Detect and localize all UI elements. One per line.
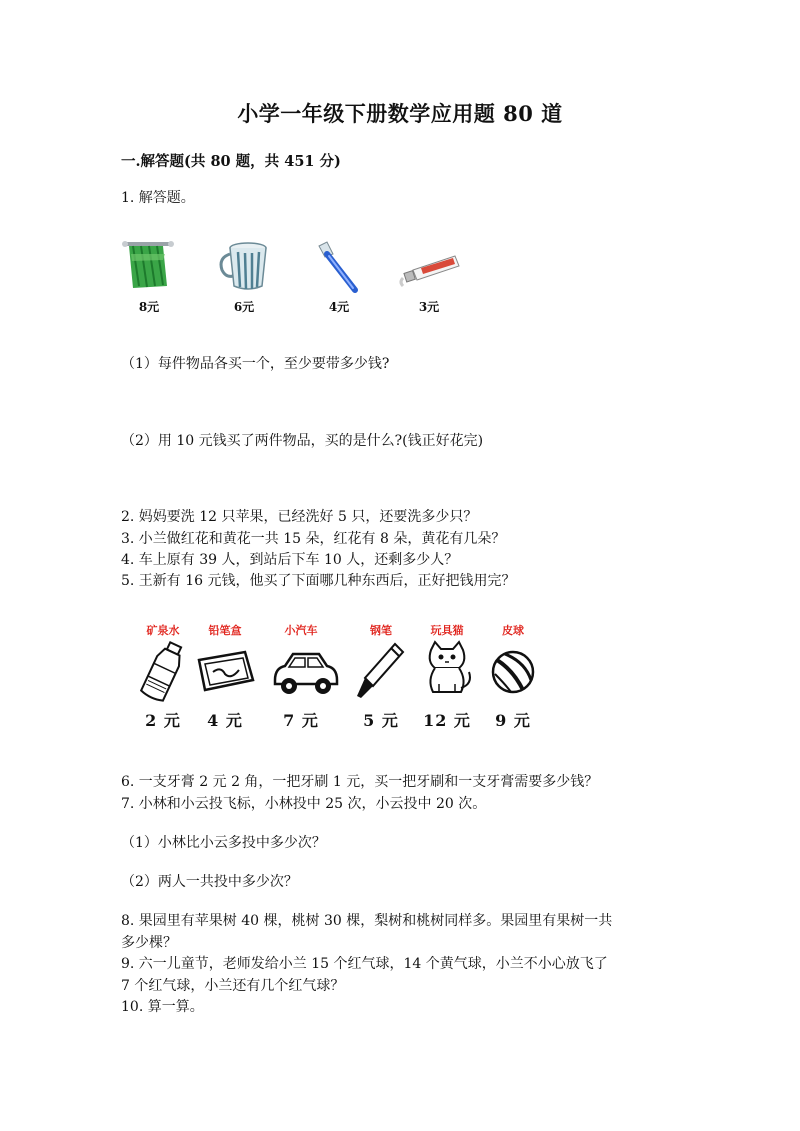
toothpaste-icon	[399, 240, 469, 295]
question-2: 2. 妈妈要洗 12 只苹果，已经洗好 5 只，还要洗多少只？	[121, 509, 478, 525]
question-9-line-2: 7 个红气球，小兰还有几个红气球？	[121, 978, 345, 994]
q1-item-towel	[114, 240, 184, 318]
q5-item-ball	[478, 622, 548, 732]
question-1: 1. 解答题。	[121, 190, 195, 206]
question-4: 4. 车上原有 39 人，到站后下车 10 人，还剩多少人？	[121, 552, 459, 568]
q5-price: 2 元	[145, 711, 181, 730]
q7-sub-question-1: （1）小林比小云多投中多少次？	[121, 835, 326, 851]
q1-item-toothbrush	[304, 240, 374, 318]
q5-price: 7 元	[283, 711, 319, 730]
question-6: 6. 一支牙膏 2 元 2 角，一把牙刷 1 元，买一把牙刷和一支牙膏需要多少钱？	[121, 774, 599, 790]
pen-icon	[351, 640, 411, 704]
q1-item-toothpaste	[394, 240, 464, 318]
towel-icon	[119, 240, 179, 295]
section-heading: 一.解答题(共 80 题，共 451 分)	[121, 153, 341, 170]
q5-price: 12 元	[423, 711, 471, 730]
page-title: 小学一年级下册数学应用题 80 道	[237, 101, 563, 126]
q5-item-label: 铅笔盒	[208, 624, 242, 637]
question-8-line-1: 8. 果园里有苹果树 40 棵，桃树 30 棵，梨树和桃树同样多。果园里有果树一共	[121, 913, 613, 929]
q5-items-row	[128, 622, 548, 732]
q5-item-label: 玩具猫	[430, 624, 464, 637]
q1-price: 8元	[138, 300, 160, 314]
q1-sub-question-2: （2）用 10 元钱买了两件物品，买的是什么?(钱正好花完)	[121, 433, 484, 449]
q1-items-row	[114, 240, 474, 318]
q5-item-label: 矿泉水	[146, 624, 180, 637]
q1-price: 4元	[328, 300, 350, 314]
q5-item-label: 钢笔	[370, 624, 392, 637]
q1-price: 3元	[418, 300, 440, 314]
pencil-box-icon	[195, 640, 255, 704]
q5-item-label: 小汽车	[284, 624, 318, 637]
question-3: 3. 小兰做红花和黄花一共 15 朵，红花有 8 朵，黄花有几朵？	[121, 531, 506, 547]
q7-sub-question-2: （2）两人一共投中多少次？	[121, 874, 298, 890]
q5-item-water	[128, 622, 198, 732]
q1-item-cup	[209, 240, 279, 318]
ball-icon	[483, 640, 543, 704]
question-8-line-2: 多少棵？	[121, 935, 177, 951]
toothbrush-icon	[309, 240, 369, 295]
toy-cat-icon	[417, 640, 477, 704]
toy-car-icon	[271, 640, 341, 704]
q5-price: 9 元	[495, 711, 531, 730]
question-7: 7. 小林和小云投飞标，小林投中 25 次，小云投中 20 次。	[121, 796, 487, 812]
q1-price: 6元	[233, 300, 255, 314]
question-10: 10. 算一算。	[121, 999, 204, 1015]
q5-item-label: 皮球	[502, 624, 524, 637]
q5-item-toy-cat	[412, 622, 482, 732]
q5-price: 5 元	[363, 711, 399, 730]
q5-item-pencil-box	[190, 622, 260, 732]
cup-icon	[214, 240, 274, 295]
water-bottle-icon	[133, 640, 193, 704]
q5-price: 4 元	[207, 711, 243, 730]
q5-item-toy-car	[266, 622, 336, 732]
question-5: 5. 王新有 16 元钱，他买了下面哪几种东西后，正好把钱用完？	[121, 573, 516, 589]
question-9-line-1: 9. 六一儿童节，老师发给小兰 15 个红气球，14 个黄气球，小兰不小心放飞了	[121, 956, 608, 972]
q1-sub-question-1: （1）每件物品各买一个，至少要带多少钱?	[121, 356, 390, 372]
q5-item-pen	[346, 622, 416, 732]
